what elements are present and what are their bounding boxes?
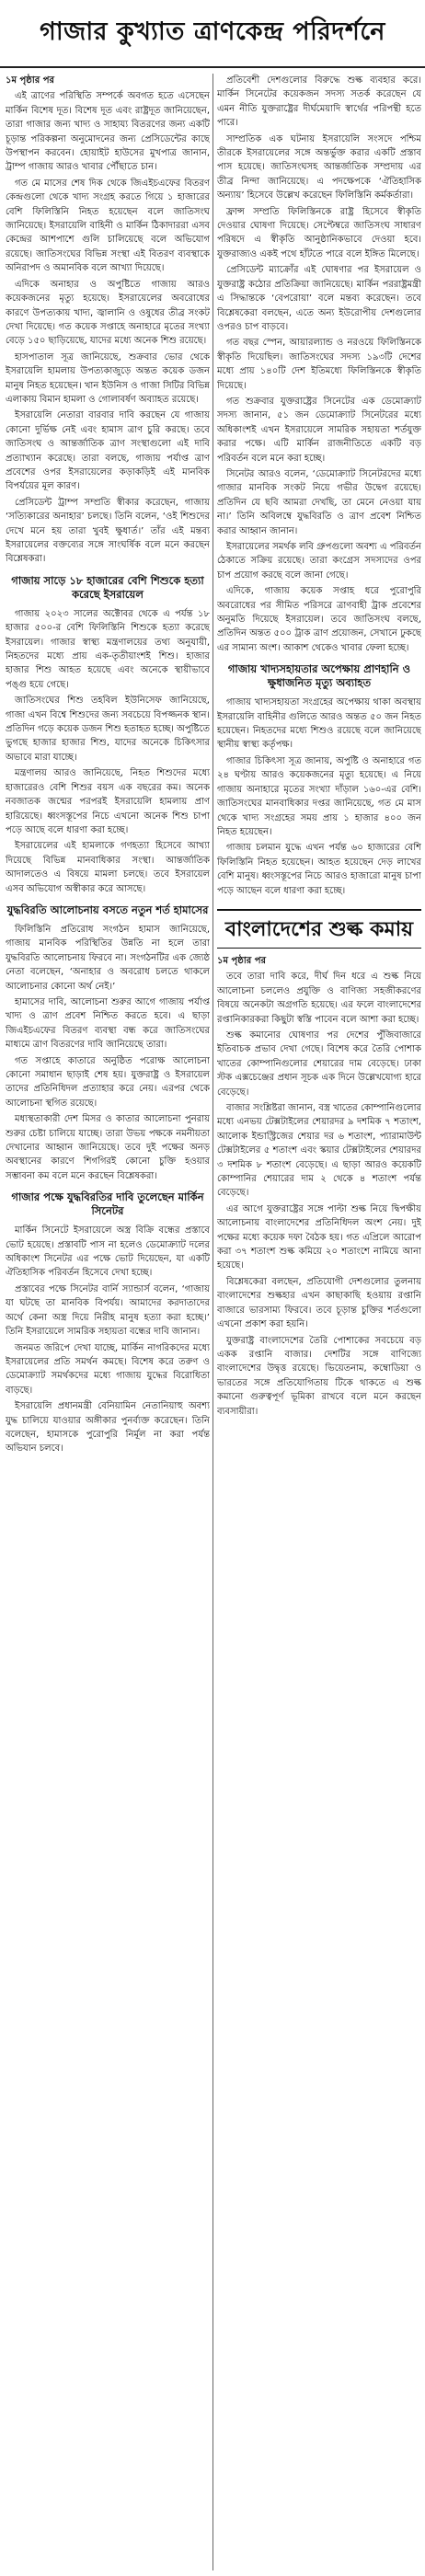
paragraph: ফিলিস্তিনি প্রতিরোধ সংগঠন হামাস জানিয়েছে, গাজায় মানবিক পরিস্থিতির উন্নতি না হলে তারা যুদ্ধবিরতি আলোচনায় ফিরবে না। সংগঠনটির এক জ্যেষ্ঠ নেতা বলেছেন, ‘অনাহার ও অবরোধ চলতে থাকলে আলোচনার কোনো অর্থ নেই।’ <box>6 924 210 992</box>
paragraph: বাজার সংশ্লিষ্টরা জানান, বস্ত্র খাতের কোম্পানিগুলোর মধ্যে এনভয় টেক্সটাইলের শেয়ারদর ৯ দশমিক ৭ শতাংশ, আলোক ইন্ডাস্ট্রিজের শেয়ার দর ৬ শতাংশ, প্যারামাউন্ট টেক্সটাইলের ৫ শতাংশ এবং স্কয়ার টেক্সটাইলের শেয়ারদর ৩ দশমিক ৮ শতাংশ বেড়েছে। এ ছাড়া আরও কয়েকটি কোম্পানির শেয়ারের দাম ২ থেকে ৪ শতাংশ পর্যন্ত বেড়েছে। <box>217 1103 421 1199</box>
column-divider <box>212 74 213 2570</box>
subheading: যুদ্ধবিরতি আলোচনায় বসতে নতুন শর্ত হামাসের <box>6 903 209 916</box>
paragraph: গাজার চিকিৎসা সূত্র জানায়, অপুষ্টি ও অনাহারে গত ২৪ ঘণ্টায় আরও কয়েকজনের মৃত্যু হয়েছে। এ নিয়ে গাজায় অনাহারে মৃতের সংখ্যা দাঁড়াল ১৬০-এর বেশি। জাতিসংঘের মানবাধিকার দপ্তর জানিয়েছে, গত মে মাস থেকে খাদ্য সংগ্রহের সময় প্রায় ১ হাজার ৪০০ জন নিহত হয়েছেন। <box>217 755 421 837</box>
subheading: গাজায় খাদ্যসহায়তার অপেক্ষায় প্রাণহানি ও ক্ষুধাজনিত মৃত্যু অব্যাহত <box>227 662 411 690</box>
section-headline: বাংলাদেশের শুল্ক কমায় <box>217 909 421 949</box>
paragraph: হামাসের দাবি, আলোচনা শুরুর আগে গাজায় পর্যাপ্ত খাদ্য ও ত্রাণ প্রবেশ নিশ্চিত করতে হবে। এ ছাড়া জিএইচএফের বিতরণ ব্যবস্থা বন্ধ করে জাতিসংঘের মাধ্যমে ত্রাণ বিতরণের দাবি জানিয়েছে তারা। <box>6 996 210 1051</box>
paragraph: গাজায় চলমান যুদ্ধে এখন পর্যন্ত ৬০ হাজারের বেশি ফিলিস্তিনি নিহত হয়েছেন। আহত হয়েছেন দেড় লাখের বেশি মানুষ। ধ্বংসস্তূপের নিচে আরও হাজারো মানুষ চাপা পড়ে আছেন বলে ধারণা করা হচ্ছে। <box>217 843 421 896</box>
paragraph: ইসরায়েলের সমর্থক লবি গ্রুপগুলো অবশ্য এ পরিবর্তন ঠেকাতে সক্রিয় রয়েছে। তারা কংগ্রেস সদস্যদের ওপর চাপ প্রয়োগ করছে বলে জানা গেছে। <box>217 542 421 581</box>
paragraph: শুল্ক কমানোর ঘোষণার পর দেশের পুঁজিবাজারে ইতিবাচক প্রভাব দেখা গেছে। বিশেষ করে তৈরি পোশাক খাতের কোম্পানিগুলোর শেয়ারের দাম বেড়েছে। ঢাকা স্টক এক্সচেঞ্জের প্রধান সূচক এক দিনে উল্লেখযোগ্য হারে বেড়েছে। <box>217 1029 421 1098</box>
paragraph: সিনেটর আরও বলেন, ‘ডেমোক্র্যাট সিনেটরদের মধ্যে গাজার মানবিক সংকট নিয়ে গভীর উদ্বেগ রয়েছে। প্রতিদিন যে ছবি আমরা দেখছি, তা মেনে নেওয়া যায় না।’ তিনি অবিলম্বে যুদ্ধবিরতি ও ত্রাণ প্রবেশ নিশ্চিত করার আহ্বান জানান। <box>217 468 421 536</box>
continued-tag: ১ম পৃষ্ঠার পর <box>217 955 266 966</box>
paragraph: বিশ্লেষকেরা বলছেন, প্রতিযোগী দেশগুলোর তুলনায় বাংলাদেশের শুল্কহার এখন কাছাকাছি হওয়ায় রপ্তানি বাজারে ভারসাম্য ফিরবে। তবে চূড়ান্ত চুক্তির শর্তগুলো এখনো প্রকাশ করা হয়নি। <box>217 1276 421 1330</box>
paragraph: সাম্প্রতিক এক ঘটনায় ইসরায়েলি সংসদে পশ্চিম তীরকে ইসরায়েলের সঙ্গে অন্তর্ভুক্ত করার একটি প্রস্তাব পাস হয়েছে। জাতিসংঘসহ আন্তর্জাতিক সম্প্রদায় এর তীব্র নিন্দা জানিয়েছে। এ পদক্ষেপকে ‘ঐতিহাসিক অন্যায়’ হিসেবে উল্লেখ করেছেন ফিলিস্তিনি কর্মকর্তারা। <box>217 133 421 201</box>
paragraph: এদিকে অনাহার ও অপুষ্টিতে গাজায় আরও কয়েকজনের মৃত্যু হয়েছে। ইসরায়েলের অবরোধের কারণে উপত্যকায় খাদ্য, জ্বালানি ও ওষুধের তীব্র সংকট দেখা দিয়েছে। গত কয়েক সপ্তাহে অনাহারে মৃতের সংখ্যা বেড়ে ১৫০ ছাড়িয়েছে, যাদের মধ্যে অনেক শিশু রয়েছে। <box>6 279 210 347</box>
paragraph: প্রতিবেশী দেশগুলোর বিরুদ্ধে শুল্ক ব্যবহার করে। মার্কিন সিনেটের কয়েকজন সদস্য সতর্ক করেছেন যে এমন নীতি যুক্তরাষ্ট্রের দীর্ঘমেয়াদি স্বার্থের পরিপন্থী হতে পারে। <box>217 75 421 129</box>
paragraph: গত সপ্তাহে কাতারে অনুষ্ঠিত পরোক্ষ আলোচনা কোনো সমাধান ছাড়াই শেষ হয়। যুক্তরাষ্ট্র ও ইসরায়েল তাদের প্রতিনিধিদল প্রত্যাহার করে নেয়। এরপর থেকে আলোচনা স্থগিত রয়েছে। <box>6 1055 210 1109</box>
paragraph: তবে তারা দাবি করে, দীর্ঘ দিন ধরে এ শুল্ক নিয়ে আলোচনা চললেও প্রযুক্তি ও বাণিজ্য সহজীকরণের বিষয়ে অনেকটা অগ্রগতি হয়েছে। এর ফলে বাংলাদেশের রপ্তানিকারকরা কিছুটা স্বস্তি পাবেন বলে আশা করা হচ্ছে। <box>217 972 421 1025</box>
paragraph: গত শুক্রবার যুক্তরাষ্ট্রের সিনেটের এক ডেমোক্র্যাট সদস্য জানান, ৫১ জন ডেমোক্র্যাট সিনেটরের মধ্যে অধিকাংশই এখন ইসরায়েলে সামরিক সহায়তা শর্তযুক্ত করার পক্ষে। এটি মার্কিন রাজনীতিতে একটি বড় পরিবর্তন বলে মনে করা হচ্ছে। <box>217 396 421 464</box>
paragraph: গত মে মাসের শেষ দিক থেকে জিএইচএফের বিতরণ কেন্দ্রগুলো থেকে খাদ্য সংগ্রহ করতে গিয়ে ১ হাজারের বেশি ফিলিস্তিনি নিহত হয়েছেন বলে জাতিসংঘ জানিয়েছে। ইসরায়েলি বাহিনী ও মার্কিন ঠিকাদাররা এসব কেন্দ্রের আশপাশে গুলি চালিয়েছে বলে অভিযোগ রয়েছে। জাতিসংঘের বিভিন্ন সংস্থা এই বিতরণ ব্যবস্থাকে অনিরাপদ ও অমানবিক বলে আখ্যা দিয়েছে। <box>6 178 210 274</box>
paragraph: হাসপাতাল সূত্র জানিয়েছে, শুক্রবার ভোর থেকে ইসরায়েলি হামলায় উপত্যকাজুড়ে অন্তত কয়েক ডজন মানুষ নিহত হয়েছেন। খান ইউনিস ও গাজা সিটির বিভিন্ন এলাকায় বিমান হামলা ও গোলাবর্ষণ অব্যাহত রয়েছে। <box>6 351 210 405</box>
continued-tag: ১ম পৃষ্ঠার পর <box>6 75 54 86</box>
paragraph: মার্কিন সিনেটে ইসরায়েলে অস্ত্র বিক্রি বন্ধের প্রস্তাবে ভোট হয়েছে। প্রস্তাবটি পাস না হলেও ডেমোক্র্যাট দলের অধিকাংশ সিনেটর এর পক্ষে ভোট দিয়েছেন, যা একটি ঐতিহাসিক পরিবর্তন হিসেবে দেখা হচ্ছে। <box>6 1225 210 1279</box>
paragraph: গাজায় ২০২৩ সালের অক্টোবর থেকে এ পর্যন্ত ১৮ হাজার ৫০০-র বেশি ফিলিস্তিনি শিশুকে হত্যা করেছে ইসরায়েল। গাজার স্বাস্থ্য মন্ত্রণালয়ের তথ্য অনুযায়ী, নিহতদের মধ্যে প্রায় এক-তৃতীয়াংশই শিশু। হাজার হাজার শিশু আহত হয়েছে এবং অনেকে স্থায়ীভাবে পঙ্গু হয়ে গেছে। <box>6 608 210 690</box>
paragraph: মন্ত্রণালয় আরও জানিয়েছে, নিহত শিশুদের মধ্যে হাজারেরও বেশি শিশুর বয়স এক বছরের কম। অনেক নবজাতক জন্মের পরপরই ইসরায়েলি হামলায় প্রাণ হারিয়েছে। ধ্বংসস্তূপের নিচে এখনো অনেক শিশু চাপা পড়ে আছে বলে ধারণা করা হচ্ছে। <box>6 768 210 835</box>
paragraph: এর আগে যুক্তরাষ্ট্রের সঙ্গে পাল্টা শুল্ক নিয়ে দ্বিপক্ষীয় আলোচনায় বাংলাদেশের প্রতিনিধিদল অংশ নেয়। দুই পক্ষের মধ্যে কয়েক দফা বৈঠক হয়। গত এপ্রিলে আরোপ করা ৩৭ শতাংশ শুল্ক কমিয়ে ২০ শতাংশে নামিয়ে আনা হয়েছে। <box>217 1203 421 1271</box>
paragraph: গত বছর স্পেন, আয়ারল্যান্ড ও নরওয়ে ফিলিস্তিনকে স্বীকৃতি দিয়েছিল। জাতিসংঘের সদস্য ১৯৩টি দেশের মধ্যে প্রায় ১৪০টি দেশ ইতিমধ্যে ফিলিস্তিনকে স্বীকৃতি দিয়েছে। <box>217 338 421 391</box>
paragraph: যুক্তরাষ্ট্র বাংলাদেশের তৈরি পোশাকের সবচেয়ে বড় একক রপ্তানি বাজার। দেশটির সঙ্গে বাণিজ্যে বাংলাদেশের উদ্বৃত্ত রয়েছে। ভিয়েতনাম, কম্বোডিয়া ও ভারতের সঙ্গে প্রতিযোগিতায় টিকে থাকতে এ শুল্ক কমানো গুরুত্বপূর্ণ ভূমিকা রাখবে বলে মনে করছেন ব্যবসায়ীরা। <box>217 1335 421 1417</box>
paragraph: প্রেসিডেন্ট ম্যাক্রোঁর এই ঘোষণার পর ইসরায়েল ও যুক্তরাষ্ট্র কঠোর প্রতিক্রিয়া জানিয়েছে। মার্কিন পররাষ্ট্রমন্ত্রী এ সিদ্ধান্তকে ‘বেপরোয়া’ বলে মন্তব্য করেছেন। তবে বিশ্লেষকেরা বলছেন, এতে অন্য ইউরোপীয় দেশগুলোর ওপরও চাপ বাড়বে। <box>217 265 421 332</box>
paragraph: ইসরায়েলি নেতারা বারবার দাবি করছেন যে গাজায় কোনো দুর্ভিক্ষ নেই এবং হামাস ত্রাণ চুরি করছে। তবে জাতিসংঘ ও আন্তর্জাতিক ত্রাণ সংস্থাগুলো এই দাবি প্রত্যাখ্যান করেছে। তারা বলছে, গাজায় পর্যাপ্ত ত্রাণ প্রবেশের ওপর ইসরায়েলের কড়াকড়িই এই মানবিক বিপর্যয়ের মূল কারণ। <box>6 410 210 492</box>
right-column <box>217 74 421 2570</box>
paragraph: এই ত্রাণের পরিস্থিতি সম্পর্কে অবগত হতে এসেছেন মার্কিন বিশেষ দূত। বিশেষ দূত এবং রাষ্ট্রদূত জানিয়েছেন, তারা গাজার জন্য খাদ্য ও সাহায্য বিতরণের জন্য একটি চূড়ান্ত পরিকল্পনা অনুমোদনের জন্য প্রেসিডেন্টের কাছে উপস্থাপন করবেন। হোয়াইট হাউসের মুখপাত্র জানান, ট্রাম্প গাজায় আরও খাবার পৌঁছাতে চান। <box>6 91 210 173</box>
paragraph: এদিকে, গাজায় কয়েক সপ্তাহ ধরে পুরোপুরি অবরোধের পর সীমিত পরিসরে ত্রাণবাহী ট্রাক প্রবেশের অনুমতি দিয়েছে ইসরায়েল। তবে জাতিসংঘ বলছে, প্রতিদিন অন্তত ৫০০ ট্রাক ত্রাণ প্রয়োজন, সেখানে ঢুকছে এর সামান্য অংশ। আকাশ থেকেও খাবার ফেলা হচ্ছে। <box>217 586 421 653</box>
paragraph: প্রস্তাবের পক্ষে সিনেটর বার্নি স্যান্ডার্স বলেন, ‘গাজায় যা ঘটছে তা মানবিক বিপর্যয়। আমাদের করদাতাদের অর্থে কেনা অস্ত্র দিয়ে নিরীহ মানুষ হত্যা করা হচ্ছে।’ তিনি ইসরায়েলে সামরিক সহায়তা বন্ধের দাবি জানান। <box>6 1283 210 1338</box>
page-headline: গাজার কুখ্যাত ত্রাণকেন্দ্র পরিদর্শনে <box>0 0 425 68</box>
paragraph: প্রেসিডেন্ট ট্রাম্প সম্প্রতি স্বীকার করেছেন, গাজায় ‘সত্যিকারের অনাহার’ চলছে। তিনি বলেন, ‘ওই শিশুদের দেখে মনে হয় তারা খুবই ক্ষুধার্ত।’ তাঁর এই মন্তব্য ইসরায়েলের বক্তব্যের সঙ্গে সাংঘর্ষিক বলে মনে করছেন বিশ্লেষকরা। <box>6 497 210 565</box>
subheading: গাজার পক্ষে যুদ্ধবিরতির দাবি তুলেছেন মার্কিন সিনেটর <box>11 1190 204 1218</box>
paragraph: ইসরায়েলি প্রধানমন্ত্রী বেনিয়ামিন নেতানিয়াহু অবশ্য যুদ্ধ চালিয়ে যাওয়ার অঙ্গীকার পুনর্ব্যক্ত করেছেন। তিনি বলেছেন, হামাসকে পুরোপুরি নির্মূল না করা পর্যন্ত অভিযান চলবে। <box>6 1401 210 1455</box>
paragraph: জনমত জরিপে দেখা যাচ্ছে, মার্কিন নাগরিকদের মধ্যে ইসরায়েলের প্রতি সমর্থন কমছে। বিশেষ করে তরুণ ও ডেমোক্র্যাট সমর্থকদের মধ্যে গাজায় যুদ্ধের বিরোধিতা বাড়ছে। <box>6 1342 210 1396</box>
paragraph: ফ্রান্স সম্প্রতি ফিলিস্তিনকে রাষ্ট্র হিসেবে স্বীকৃতি দেওয়ার ঘোষণা দিয়েছে। সেপ্টেম্বরে জাতিসংঘ সাধারণ পরিষদে এ স্বীকৃতি আনুষ্ঠানিকভাবে দেওয়া হবে। যুক্তরাজ্যও একই পথে হাঁটতে পারে বলে ইঙ্গিত মিলেছে। <box>217 206 421 259</box>
paragraph: গাজায় খাদ্যসহায়তা সংগ্রহের অপেক্ষায় থাকা অবস্থায় ইসরায়েলি বাহিনীর গুলিতে আরও অন্তত ৫০ জন নিহত হয়েছেন। নিহতদের মধ্যে শিশুও রয়েছে বলে জানিয়েছে স্থানীয় স্বাস্থ্য কর্তৃপক্ষ। <box>217 697 421 751</box>
paragraph: জাতিসংঘের শিশু তহবিল ইউনিসেফ জানিয়েছে, গাজা এখন বিশ্বে শিশুদের জন্য সবচেয়ে বিপজ্জনক স্থান। প্রতিদিন গড়ে কয়েক ডজন শিশু হতাহত হচ্ছে। অপুষ্টিতে ভুগছে হাজার হাজার শিশু, যাদের অনেকে চিকিৎসার অভাবে মারা যাচ্ছে। <box>6 696 210 763</box>
subheading: গাজায় সাড়ে ১৮ হাজারের বেশি শিশুকে হত্যা করেছে ইসরায়েল <box>11 573 204 601</box>
left-column <box>6 74 210 2570</box>
paragraph: মধ্যস্থতাকারী দেশ মিসর ও কাতার আলোচনা পুনরায় শুরুর চেষ্টা চালিয়ে যাচ্ছে। তারা উভয় পক্ষকে নমনীয়তা দেখানোর আহ্বান জানিয়েছে। তবে দুই পক্ষের অনড় অবস্থানের কারণে শিগগিরই কোনো চুক্তি হওয়ার সম্ভাবনা কম বলে মনে করছেন বিশ্লেষকরা। <box>6 1114 210 1181</box>
paragraph: ইসরায়েলের এই হামলাকে গণহত্যা হিসেবে আখ্যা দিয়েছে বিভিন্ন মানবাধিকার সংস্থা। আন্তর্জাতিক আদালতেও এ বিষয়ে মামলা চলছে। তবে ইসরায়েল এসব অভিযোগ অস্বীকার করে আসছে। <box>6 841 210 894</box>
